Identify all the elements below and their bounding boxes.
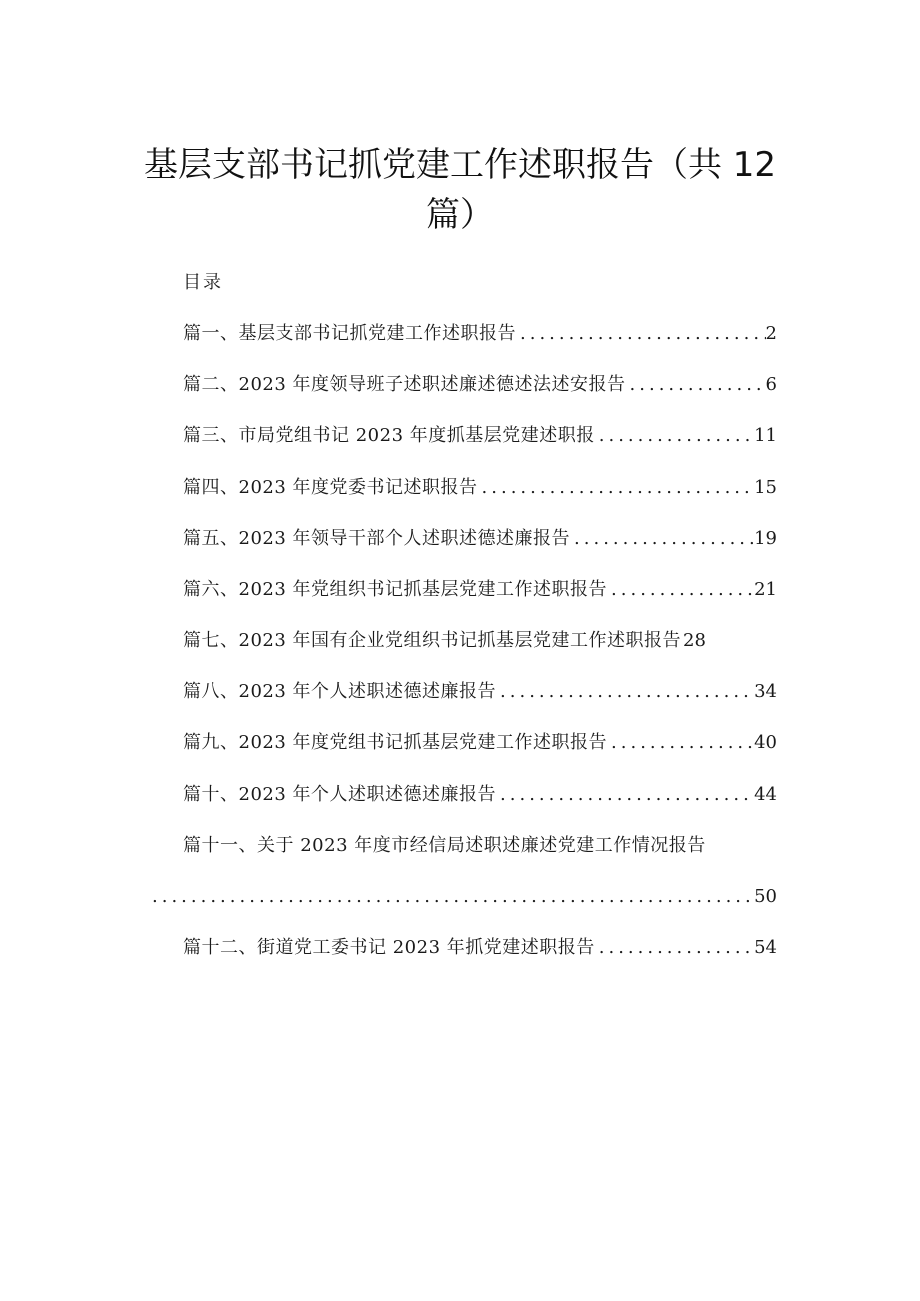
toc-entry-label: 篇三、市局党组书记 2023 年度抓基层党建述职报 bbox=[183, 425, 595, 446]
toc-entry[interactable] bbox=[183, 576, 777, 604]
toc-entry-page: 19 bbox=[754, 528, 777, 549]
toc-entry-label: 篇九、2023 年度党组书记抓基层党建工作述职报告 bbox=[183, 732, 608, 753]
toc-dot-leader bbox=[496, 781, 754, 809]
toc-dot-leader bbox=[570, 525, 754, 553]
toc-dot-leader bbox=[607, 576, 754, 604]
toc-entry[interactable] bbox=[183, 371, 777, 399]
toc-entry-page: 11 bbox=[754, 425, 777, 446]
toc-entry-page: 15 bbox=[754, 477, 777, 498]
toc-entry-page: 28 bbox=[683, 630, 706, 651]
toc-entry-label: 篇八、2023 年个人述职述德述廉报告 bbox=[183, 681, 497, 702]
toc-entry-page: 34 bbox=[754, 681, 777, 702]
toc-entry-label: 篇一、基层支部书记抓党建工作述职报告 bbox=[183, 323, 516, 344]
toc-entry[interactable] bbox=[183, 781, 777, 809]
toc-entry[interactable] bbox=[183, 934, 777, 962]
toc-dot-leader bbox=[626, 371, 766, 399]
toc-entry-label: 篇四、2023 年度党委书记述职报告 bbox=[183, 477, 478, 498]
toc-entry[interactable] bbox=[183, 678, 777, 706]
toc-dot-leader bbox=[595, 934, 754, 962]
toc-entry-label: 篇七、2023 年国有企业党组织书记抓基层党建工作述职报告 bbox=[183, 630, 682, 651]
toc-entry-label: 篇十、2023 年个人述职述德述廉报告 bbox=[183, 784, 497, 805]
toc-heading: 目录 bbox=[183, 272, 223, 293]
toc-entry-label: 篇十一、关于 2023 年度市经信局述职述廉述党建工作情况报告 bbox=[183, 835, 706, 856]
toc-dot-leader bbox=[148, 883, 754, 911]
toc-entry[interactable] bbox=[183, 474, 777, 502]
toc-entry-page: 50 bbox=[754, 886, 777, 907]
toc-entry-continuation[interactable] bbox=[148, 883, 777, 911]
toc-entry[interactable] bbox=[183, 729, 777, 757]
toc-entry-page: 54 bbox=[754, 937, 777, 958]
toc-entry-label: 篇二、2023 年度领导班子述职述廉述德述法述安报告 bbox=[183, 374, 626, 395]
toc-entry[interactable] bbox=[183, 320, 777, 348]
toc-entry[interactable] bbox=[183, 832, 777, 860]
document-title bbox=[120, 140, 800, 240]
toc-entry[interactable] bbox=[183, 627, 777, 655]
toc-dot-leader bbox=[496, 678, 754, 706]
toc-entry-page: 44 bbox=[754, 784, 777, 805]
toc-entry-page: 40 bbox=[754, 732, 777, 753]
document-title-line-2: 篇） bbox=[426, 195, 494, 235]
toc-entry-label: 篇六、2023 年党组织书记抓基层党建工作述职报告 bbox=[183, 579, 608, 600]
toc-dot-leader bbox=[478, 474, 755, 502]
toc-dot-leader bbox=[516, 320, 766, 348]
toc-dot-leader bbox=[607, 729, 754, 757]
toc-entry-page: 21 bbox=[754, 579, 777, 600]
toc-entry-label: 篇五、2023 年领导干部个人述职述德述廉报告 bbox=[183, 528, 571, 549]
toc-dot-leader bbox=[595, 422, 754, 450]
document-title-line-1: 基层支部书记抓党建工作述职报告（共 12 bbox=[143, 145, 777, 185]
toc-entry-page: 2 bbox=[765, 323, 777, 344]
toc-entry[interactable] bbox=[183, 525, 777, 553]
toc-entry[interactable] bbox=[183, 422, 777, 450]
toc-entry-page: 6 bbox=[765, 374, 777, 395]
toc-entry-label: 篇十二、街道党工委书记 2023 年抓党建述职报告 bbox=[183, 937, 595, 958]
